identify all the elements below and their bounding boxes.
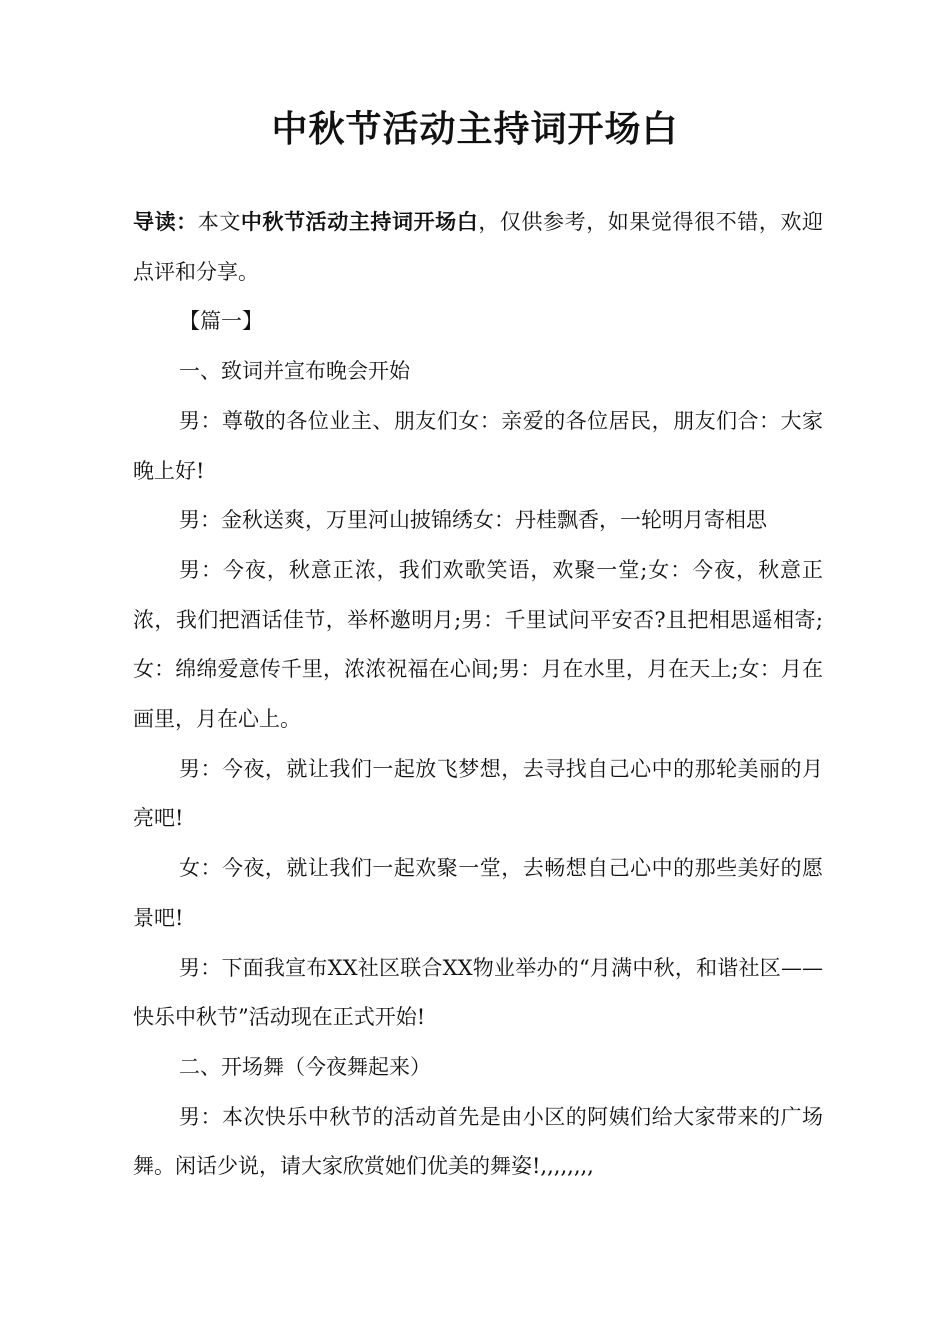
section-heading-opening: 一、致词并宣布晚会开始 [179, 359, 410, 384]
body-paragraph: 女：今夜，就让我们一起欢聚一堂，去畅想自己心中的那些美好的愿景吧! [133, 856, 823, 930]
intro-prefix: 本文 [197, 210, 241, 234]
body-paragraph: 男：本次快乐中秋节的活动首先是由小区的阿姨们给大家带来的广场舞。闲话少说，请大家欣赏她们优美的舞姿!,,,,,,,, [133, 1104, 823, 1179]
body-paragraph: 男：今夜，秋意正浓，我们欢歌笑语，欢聚一堂;女：今夜，秋意正浓，我们把酒话佳节，举杯邀明月;男：千里试问平安否?且把相思遥相寄;女：绵绵爱意传千里，浓浓祝福在心间;男：月在水里，月在天上;女：月在画里，月在心上。 [133, 557, 823, 732]
intro-label: 导读： [133, 210, 198, 234]
document-title: 中秋节活动主持词开场白 [271, 109, 679, 150]
body-paragraph: 男：尊敬的各位业主、朋友们女：亲爱的各位居民，朋友们合：大家晚上好! [133, 408, 823, 483]
intro-suffix: ，仅供参考，如果觉得很不错，欢迎点评和分享。 [133, 210, 824, 284]
body-paragraph: 男：下面我宣布XX社区联合XX物业举办的“月满中秋，和谐社区——快乐中秋节”活动现在正式开始! [133, 955, 823, 1030]
body-paragraph: 男：今夜，就让我们一起放飞梦想，去寻找自己心中的那轮美丽的月亮吧! [133, 756, 823, 831]
intro-highlight: 中秋节活动主持词开场白 [240, 210, 479, 234]
body-paragraph: 男：金秋送爽，万里河山披锦绣女：丹桂飘香，一轮明月寄相思 [179, 508, 767, 533]
section-heading-part-one: 【篇一】 [179, 309, 263, 334]
document-body [133, 198, 823, 1192]
section-heading-dance: 二、开场舞（今夜舞起来） [179, 1054, 431, 1079]
intro-paragraph [133, 198, 823, 297]
